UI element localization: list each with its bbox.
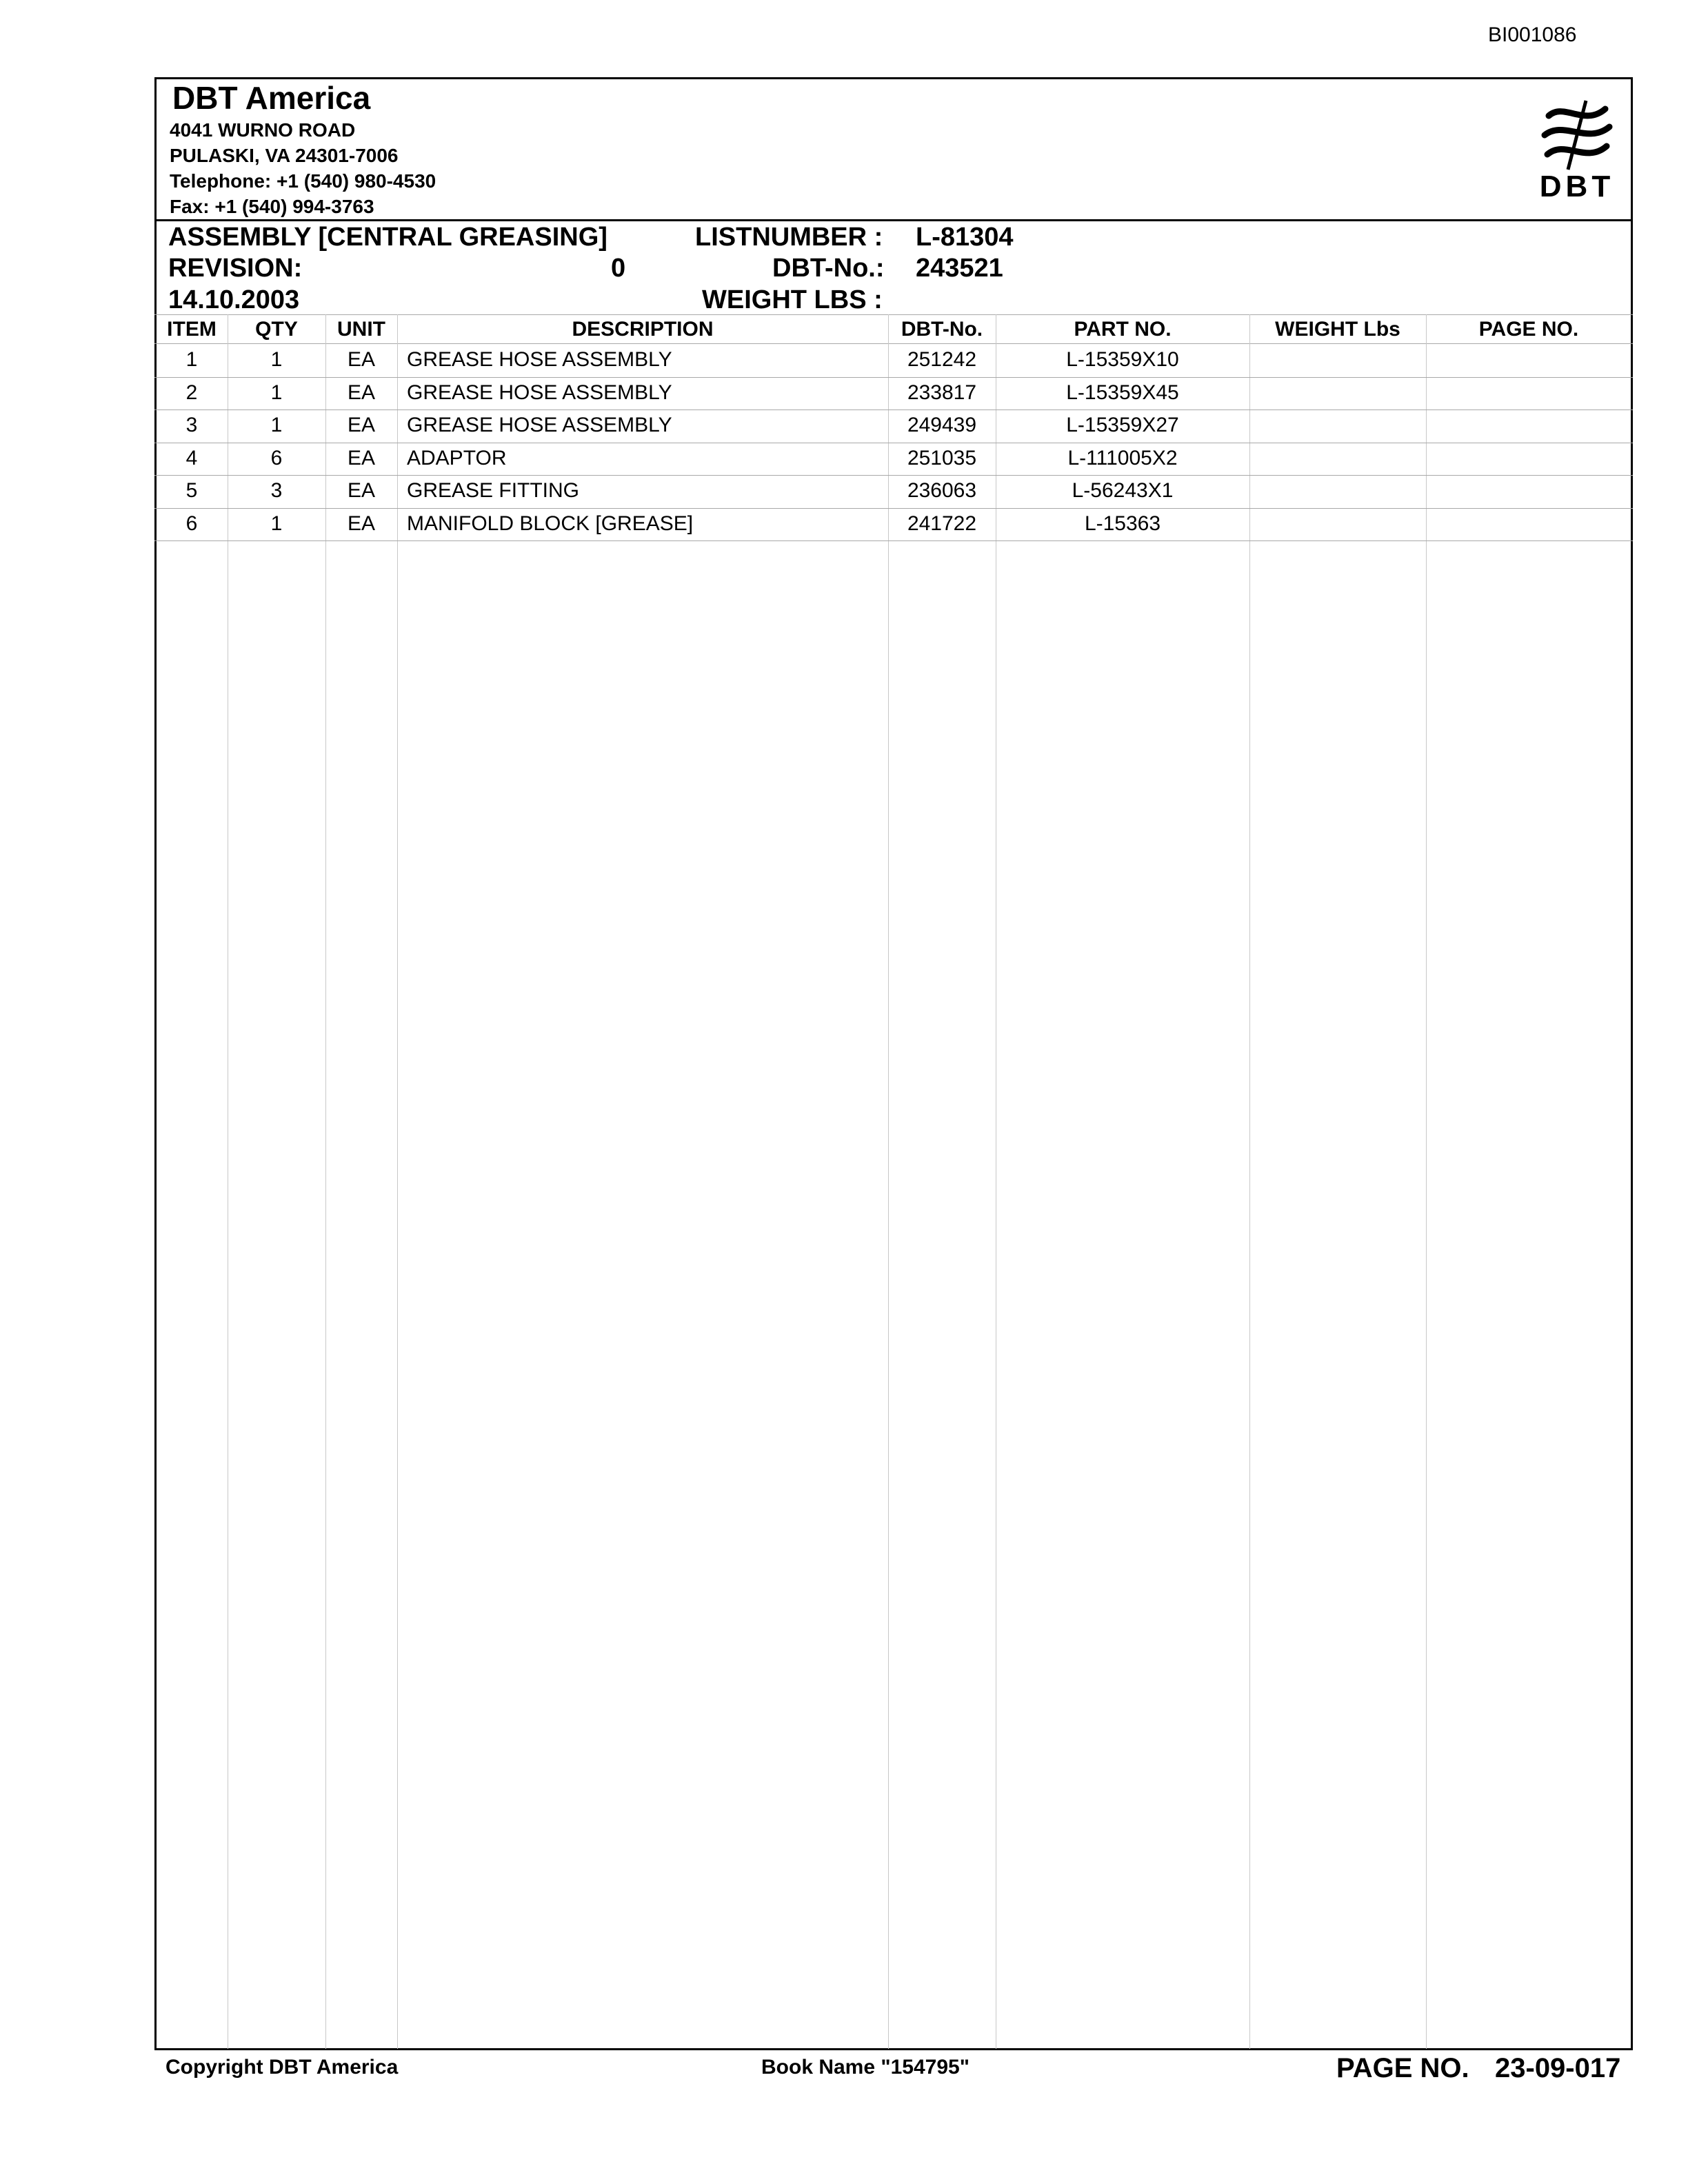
- company-name: DBT America: [172, 80, 371, 116]
- cell-page-no: [1426, 344, 1631, 376]
- cell-item: 1: [185, 348, 198, 371]
- footer-copyright: Copyright DBT America: [165, 2056, 399, 2079]
- logo-text: DBT: [1539, 170, 1615, 203]
- company-fax: Fax: +1 (540) 994-3763: [170, 196, 374, 217]
- cell-description: GREASE HOSE ASSEMBLY: [407, 348, 672, 371]
- cell-item: 5: [185, 479, 198, 502]
- dbt-logo: [1536, 97, 1618, 207]
- cell-qty: 1: [270, 414, 283, 436]
- cell-part-no: L-15359X10: [1066, 348, 1179, 371]
- dbt-no-label: DBT-No.:: [772, 254, 885, 283]
- dbt-no-value: 243521: [916, 254, 1003, 283]
- table-top-line: [154, 314, 1633, 315]
- footer-page-label: PAGE NO.: [1336, 2053, 1469, 2083]
- cell-description: GREASE HOSE ASSEMBLY: [407, 381, 672, 404]
- cell-page-no: [1426, 508, 1631, 540]
- column-header-item: ITEM: [167, 318, 217, 341]
- dbt-logo-emblem-icon: [1536, 97, 1618, 174]
- assembly-title: ASSEMBLY [CENTRAL GREASING]: [168, 223, 607, 252]
- cell-weight: [1249, 443, 1426, 474]
- cell-weight: [1249, 475, 1426, 507]
- cell-unit: EA: [347, 414, 376, 436]
- cell-weight: [1249, 410, 1426, 441]
- cell-weight: [1249, 377, 1426, 409]
- column-header-description: DESCRIPTION: [572, 318, 714, 341]
- footer-page-value: 23-09-017: [1495, 2053, 1621, 2083]
- listnumber-value: L-81304: [916, 223, 1014, 252]
- company-block: [170, 79, 436, 219]
- company-address-line2: PULASKI, VA 24301-7006: [170, 145, 399, 166]
- cell-description: MANIFOLD BLOCK [GREASE]: [407, 512, 694, 535]
- weight-label: WEIGHT LBS :: [702, 285, 883, 314]
- cell-dbt-no: 251242: [907, 348, 977, 371]
- cell-part-no: L-56243X1: [1072, 479, 1174, 502]
- cell-part-no: L-15359X45: [1066, 381, 1179, 404]
- cell-dbt-no: 236063: [907, 479, 977, 502]
- header-separator: [154, 219, 1633, 221]
- cell-dbt-no: 233817: [907, 381, 977, 404]
- footer-book-name: Book Name "154795": [761, 2056, 969, 2079]
- cell-dbt-no: 241722: [907, 512, 977, 535]
- cell-description: GREASE FITTING: [407, 479, 580, 502]
- cell-part-no: L-15359X27: [1066, 414, 1179, 436]
- column-header-unit: UNIT: [337, 318, 385, 341]
- cell-qty: 3: [270, 479, 283, 502]
- cell-description: GREASE HOSE ASSEMBLY: [407, 414, 672, 436]
- cell-page-no: [1426, 475, 1631, 507]
- cell-dbt-no: 251035: [907, 447, 977, 469]
- cell-page-no: [1426, 443, 1631, 474]
- listnumber-label: LISTNUMBER :: [695, 223, 883, 252]
- cell-page-no: [1426, 410, 1631, 441]
- column-divider: [325, 314, 326, 2049]
- cell-unit: EA: [347, 348, 376, 371]
- cell-qty: 6: [270, 447, 283, 469]
- cell-item: 2: [185, 381, 198, 404]
- cell-unit: EA: [347, 512, 376, 535]
- cell-weight: [1249, 344, 1426, 376]
- column-header-qty: QTY: [255, 318, 298, 341]
- cell-qty: 1: [270, 381, 283, 404]
- list-date: 14.10.2003: [168, 285, 300, 314]
- company-address-line1: 4041 WURNO ROAD: [170, 119, 356, 141]
- column-header-part-no: PART NO.: [1074, 318, 1172, 341]
- cell-unit: EA: [347, 479, 376, 502]
- column-divider: [397, 314, 398, 2049]
- company-telephone: Telephone: +1 (540) 980-4530: [170, 170, 436, 192]
- cell-unit: EA: [347, 381, 376, 404]
- cell-item: 4: [185, 447, 198, 469]
- cell-page-no: [1426, 377, 1631, 409]
- cell-qty: 1: [270, 512, 283, 535]
- column-divider: [888, 314, 889, 2049]
- cell-item: 6: [185, 512, 198, 535]
- cell-description: ADAPTOR: [407, 447, 507, 469]
- column-header-weight: WEIGHT Lbs: [1275, 318, 1400, 341]
- revision-value: 0: [611, 254, 626, 283]
- cell-part-no: L-111005X2: [1067, 447, 1178, 469]
- column-header-dbt-no: DBT-No.: [901, 318, 983, 341]
- column-divider: [1426, 314, 1427, 2049]
- document-id: BI001086: [1488, 23, 1577, 46]
- cell-part-no: L-15363: [1084, 512, 1161, 535]
- cell-unit: EA: [347, 447, 376, 469]
- cell-qty: 1: [270, 348, 283, 371]
- cell-weight: [1249, 508, 1426, 540]
- revision-label: REVISION:: [168, 254, 303, 283]
- row-separator: [154, 540, 1633, 541]
- column-header-page-no: PAGE NO.: [1478, 318, 1579, 341]
- cell-dbt-no: 249439: [907, 414, 977, 436]
- column-divider: [1249, 314, 1250, 2049]
- cell-item: 3: [185, 414, 198, 436]
